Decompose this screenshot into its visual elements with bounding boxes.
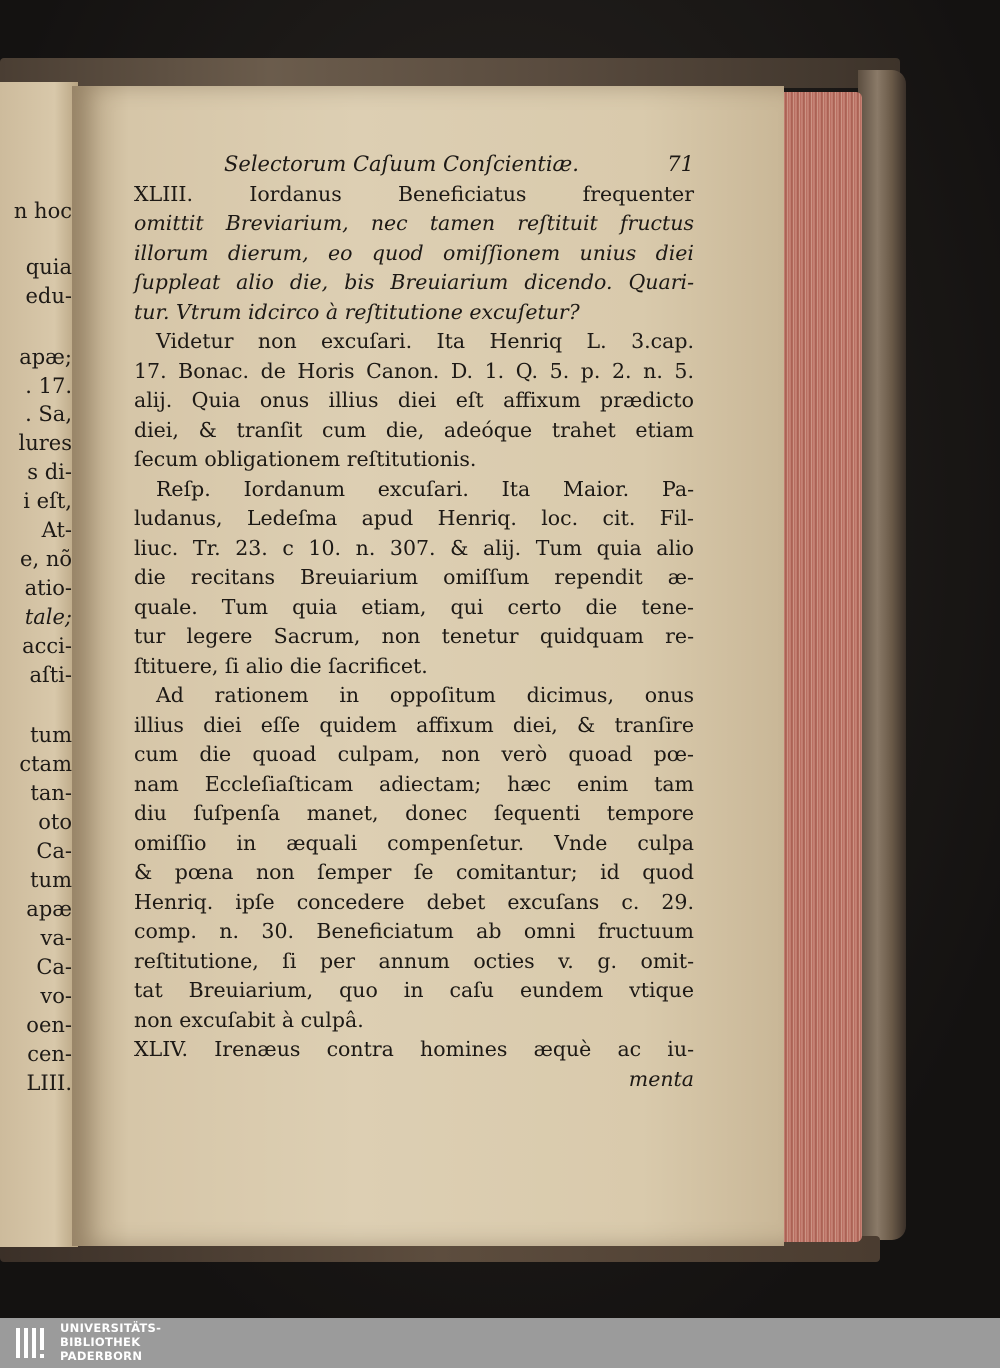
left-fragment: At- — [41, 518, 72, 542]
left-fragment: Ca- — [36, 839, 72, 863]
text-line: comp. n. 30. Beneficiatum ab omni fructuum — [134, 919, 694, 943]
left-fragment: aſti- — [29, 663, 72, 687]
left-fragment: cen- — [27, 1042, 72, 1066]
text-line: 17. Bonac. de Horis Canon. D. 1. Q. 5. p. 2. n. 5. — [134, 358, 694, 383]
left-fragment: tum — [30, 868, 72, 892]
text-line: tur. Vtrum idcirco à reſtitutione excuſetur? — [134, 299, 580, 324]
text-line: illius diei eſſe quidem affixum diei, & tranſire — [134, 712, 694, 737]
text-line: Ad rationem in oppoſitum dicimus, onus — [156, 683, 694, 707]
running-head — [134, 150, 694, 180]
library-logo-icon — [14, 1324, 52, 1362]
text-line: liuc. Tr. 23. c 10. n. 307. & alij. Tum quia alio — [134, 535, 694, 560]
running-head-title: Selectorum Caſuum Conſcientiæ. — [224, 152, 579, 176]
left-fragment: n hoc — [13, 199, 72, 223]
footer-bar — [0, 1318, 1000, 1368]
page-text — [134, 150, 694, 1094]
text-line: nam Eccleſiaſticam adiectam; hæc enim tam — [134, 771, 694, 796]
left-page — [0, 82, 78, 1247]
left-fragment: oen- — [26, 1013, 72, 1037]
left-fragment: s di- — [27, 460, 72, 484]
text-line: diu ſuſpenſa manet, donec ſequenti tempore — [134, 801, 694, 825]
library-name-line: UNIVERSITÄTS- — [60, 1321, 162, 1335]
left-fragment: e, nõ — [20, 547, 72, 571]
text-line: illorum dierum, eo quod omiſſionem unius diei — [134, 240, 694, 265]
text-line: quale. Tum quia etiam, qui certo die tene- — [134, 594, 694, 619]
catchword: menta — [628, 1066, 694, 1091]
page-number: 71 — [667, 152, 694, 176]
text-line: ſuppleat alio die, bis Breuiarium dicendo. Quari- — [134, 270, 694, 294]
left-fragment: tale; — [24, 605, 72, 629]
text-line: die recitans Breuiarium omiſſum rependit æ- — [134, 565, 694, 589]
text-line: omiſſio in æquali compenſetur. Vnde culpa — [134, 830, 694, 855]
right-page — [72, 86, 784, 1246]
left-fragment: vo- — [40, 984, 72, 1008]
text-line: Henriq. ipſe concedere debet excuſans c. 29. — [134, 889, 694, 914]
left-fragment: acci- — [22, 634, 72, 658]
text-line: Videtur non excuſari. Ita Henriq L. 3.cap. — [156, 329, 694, 353]
left-fragment: atio- — [24, 576, 72, 600]
left-fragment: apæ; — [19, 345, 72, 369]
text-line: tur legere Sacrum, non tenetur quidquam re- — [134, 624, 694, 648]
left-fragment: LIII. — [26, 1071, 72, 1095]
text-line: ſecum obligationem reſtitutionis. — [134, 447, 477, 471]
left-fragment: i eſt, — [23, 489, 72, 513]
book-cover-right-edge — [858, 70, 906, 1240]
text-line: diei, & tranſit cum die, adeóque trahet etiam — [134, 417, 694, 442]
library-name — [60, 1321, 161, 1363]
text-line: tat Breuiarium, quo in caſu eundem vtique — [134, 978, 694, 1002]
text-line: XLIV. Irenæus contra homines æquè ac iu- — [134, 1037, 694, 1061]
left-fragment: Ca- — [36, 955, 72, 979]
text-line: XLIII. Iordanus Beneficiatus frequenter — [134, 181, 694, 206]
left-fragment: ctam — [19, 752, 72, 776]
text-line: alij. Quia onus illius diei eſt affixum prædicto — [134, 388, 694, 412]
left-fragment: . Sa, — [25, 402, 72, 426]
book-cover-top-edge — [0, 58, 900, 88]
left-fragment: quia — [25, 255, 72, 279]
text-line: ludanus, Ledeſma apud Henriq. loc. cit. Fil- — [134, 506, 694, 530]
library-name-line: PADERBORN — [60, 1349, 143, 1363]
text-line: Reſp. Iordanum excuſari. Ita Maior. Pa- — [156, 476, 694, 501]
left-fragment: oto — [38, 810, 72, 834]
text-line: omittit Breviarium, nec tamen reſtituit fructus — [134, 211, 694, 235]
text-line: ſtituere, ſi alio die ſacrificet. — [134, 653, 428, 678]
left-fragment: edu- — [25, 284, 72, 308]
library-name-line: BIBLIOTHEK — [60, 1335, 141, 1349]
left-fragment: apæ — [26, 897, 72, 921]
left-fragment: va- — [40, 926, 72, 950]
left-fragment: tan- — [30, 781, 72, 805]
left-fragment: tum — [30, 723, 72, 747]
left-fragment: lures — [18, 431, 72, 455]
text-line: & pœna non ſemper ſe comitantur; id quod — [134, 860, 694, 884]
text-line: non excuſabit à culpâ. — [134, 1007, 364, 1032]
left-fragment: . 17. — [25, 374, 72, 398]
text-line: cum die quoad culpam, non verò quoad pœ- — [134, 742, 694, 766]
text-line: reſtitutione, ſi per annum octies v. g. omit- — [134, 948, 694, 973]
